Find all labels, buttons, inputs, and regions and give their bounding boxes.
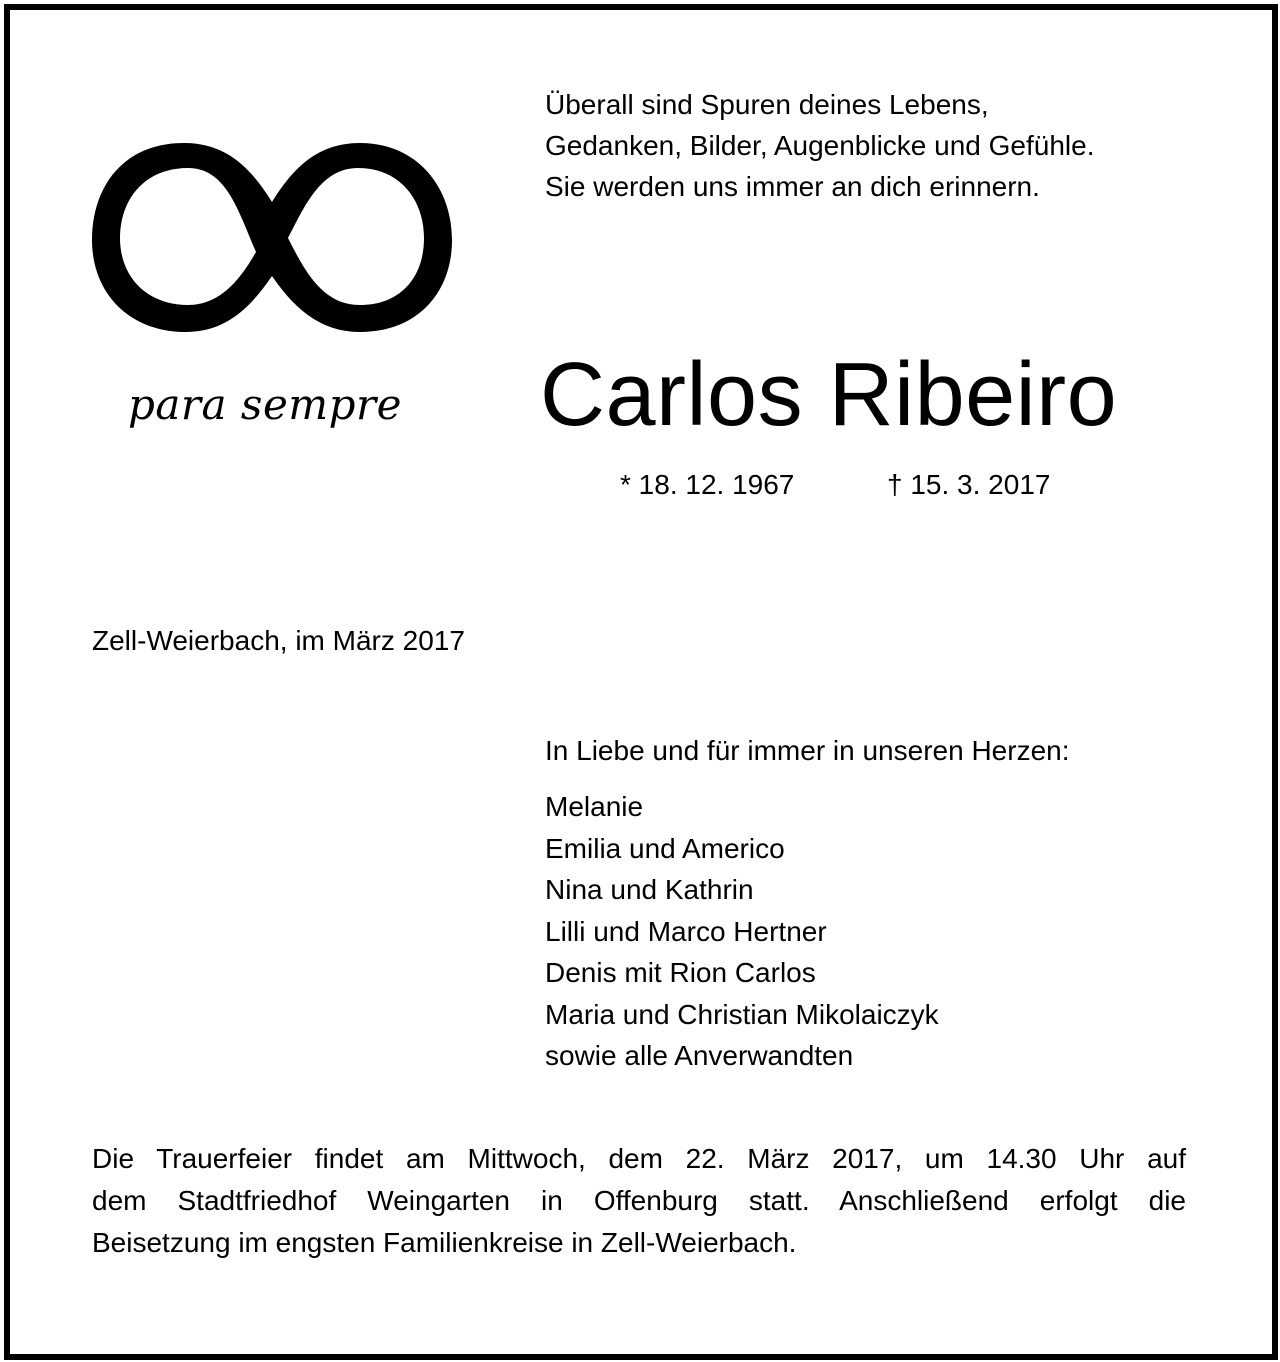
funeral-line: dem Stadtfriedhof Weingarten in Offenburg statt. Anschließend erfolgt die <box>92 1185 1186 1216</box>
dedication-line: In Liebe und für immer in unseren Herzen: <box>545 735 1070 766</box>
funeral-line: Die Trauerfeier findet am Mittwoch, dem 22. März 2017, um 14.30 Uhr auf <box>92 1143 1186 1174</box>
mourner-item: Lilli und Marco Hertner <box>545 915 827 947</box>
memorial-quote <box>545 84 1245 207</box>
quote-line: Überall sind Spuren deines Lebens, <box>545 89 989 120</box>
quote-line: Gedanken, Bilder, Augenblicke und Gefühle. <box>545 130 1095 161</box>
place-and-date: Zell-Weierbach, im März 2017 <box>92 625 465 656</box>
deceased-name: Carlos Ribeiro <box>540 345 1118 445</box>
mourner-item: sowie alle Anverwandten <box>545 1040 854 1071</box>
infinity-icon <box>88 140 456 335</box>
death-date: † 15. 3. 2017 <box>887 469 1051 500</box>
mourner-item: Denis mit Rion Carlos <box>545 957 816 988</box>
funeral-line: Beisetzung im engsten Familienkreise in Zell-Weierbach. <box>92 1227 797 1258</box>
symbol-caption: para sempre <box>128 380 402 429</box>
mourner-item: Maria und Christian Mikolaiczyk <box>545 998 939 1030</box>
quote-line: Sie werden uns immer an dich erinnern. <box>545 171 1040 202</box>
birth-date: * 18. 12. 1967 <box>620 469 795 500</box>
mourner-item: Emilia und Americo <box>545 832 785 864</box>
mourner-item: Nina und Kathrin <box>545 874 754 905</box>
mourner-item: Melanie <box>545 791 644 822</box>
mourners-list <box>545 786 939 1077</box>
funeral-notice <box>92 1138 1186 1264</box>
